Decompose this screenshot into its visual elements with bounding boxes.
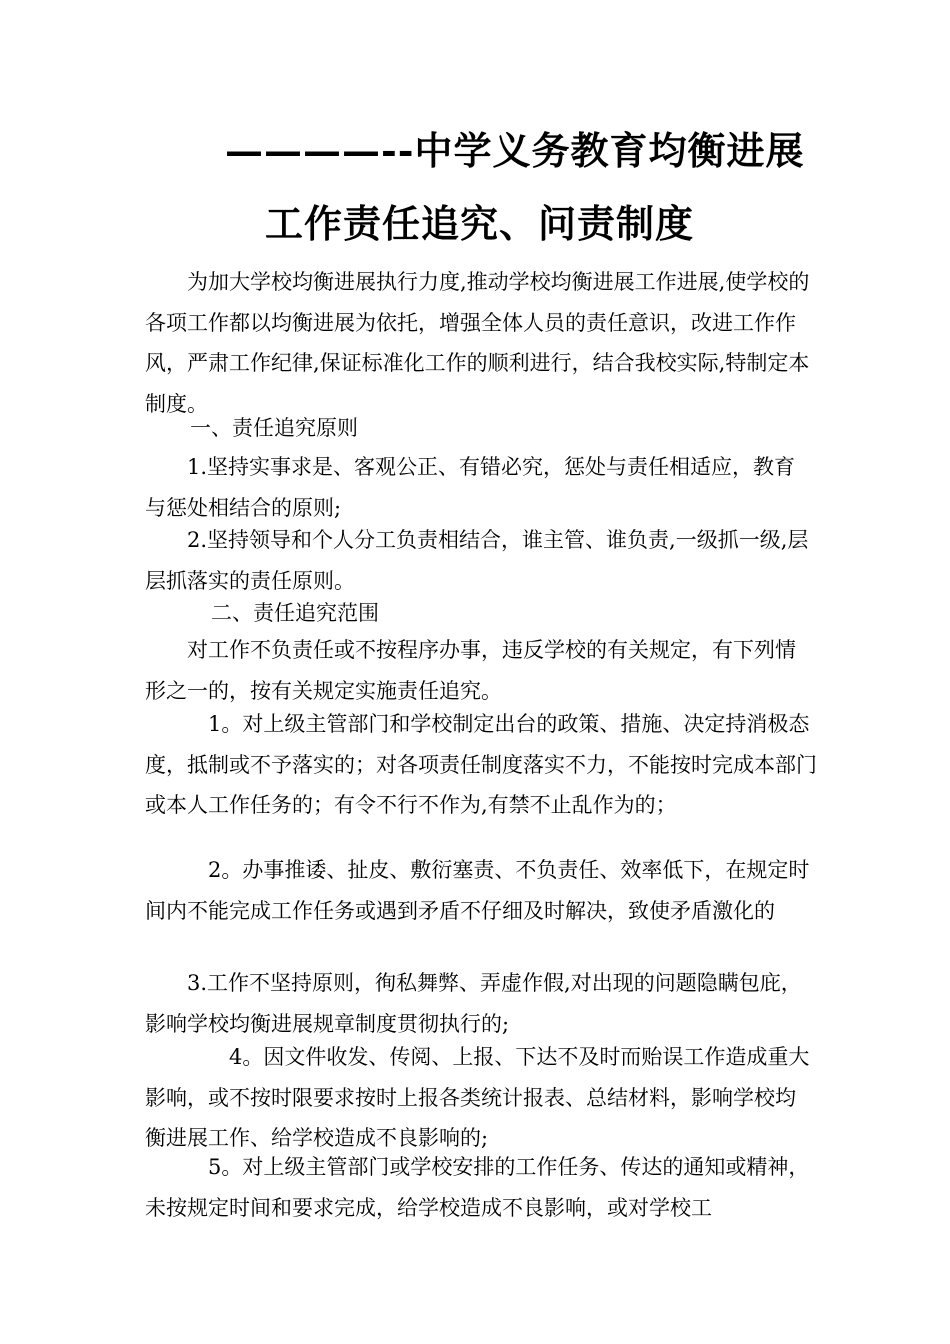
scope-item-2: 2。办事推诿、扯皮、敷衍塞责、不负责任、效率低下，在规定时间内不能完成工作任务或遇到矛盾不仔细及时解决，致使矛盾激化的 [145, 858, 810, 923]
section2-heading: 二、责任追究范围 [211, 601, 379, 625]
principle-2: 2.坚持领导和个人分工负责相结合，谁主管、谁负责,一级抓一级,层层抓落实的责任原则。 [145, 528, 809, 593]
principle-1: 1.坚持实事求是、客观公正、有错必究，惩处与责任相适应，教育与惩处相结合的原则; [145, 455, 796, 520]
intro-paragraph: 为加大学校均衡进展执行力度,推动学校均衡进展工作进展,使学校的各项工作都以均衡进展为依托，增强全体人员的责任意识，改进工作作风，严肃工作纪律,保证标准化工作的顺利进行，结合我校实际,特制定本制度。 [145, 270, 810, 416]
document-title-line1: ————--中学义务教育均衡进展 [225, 128, 805, 173]
scope-item-5: 5。对上级主管部门或学校安排的工作任务、传达的通知或精神，未按规定时间和要求完成，给学校造成不良影响，或对学校工 [145, 1155, 810, 1220]
scope-item-3: 3.工作不坚持原则，徇私舞弊、弄虚作假,对出现的问题隐瞒包庇，影响学校均衡进展规章制度贯彻执行的; [145, 971, 802, 1036]
scope-item-1: 1。对上级主管部门和学校制定出台的政策、措施、决定持消极态度，抵制或不予落实的；对各项责任制度落实不力，不能按时完成本部门或本人工作任务的；有令不行不作为,有禁不止乱作为的； [145, 712, 817, 817]
scope-intro-paragraph: 对工作不负责任或不按程序办事，违反学校的有关规定，有下列情形之一的，按有关规定实施责任追究。 [145, 638, 796, 703]
scope-item-4: 4。因文件收发、传阅、上报、下达不及时而贻误工作造成重大影响，或不按时限要求按时上报各类统计报表、总结材料，影响学校均衡进展工作、给学校造成不良影响的; [145, 1045, 810, 1150]
document-title-line2: 工作责任追究、问责制度 [265, 201, 695, 246]
section1-heading: 一、责任追究原则 [190, 416, 358, 440]
